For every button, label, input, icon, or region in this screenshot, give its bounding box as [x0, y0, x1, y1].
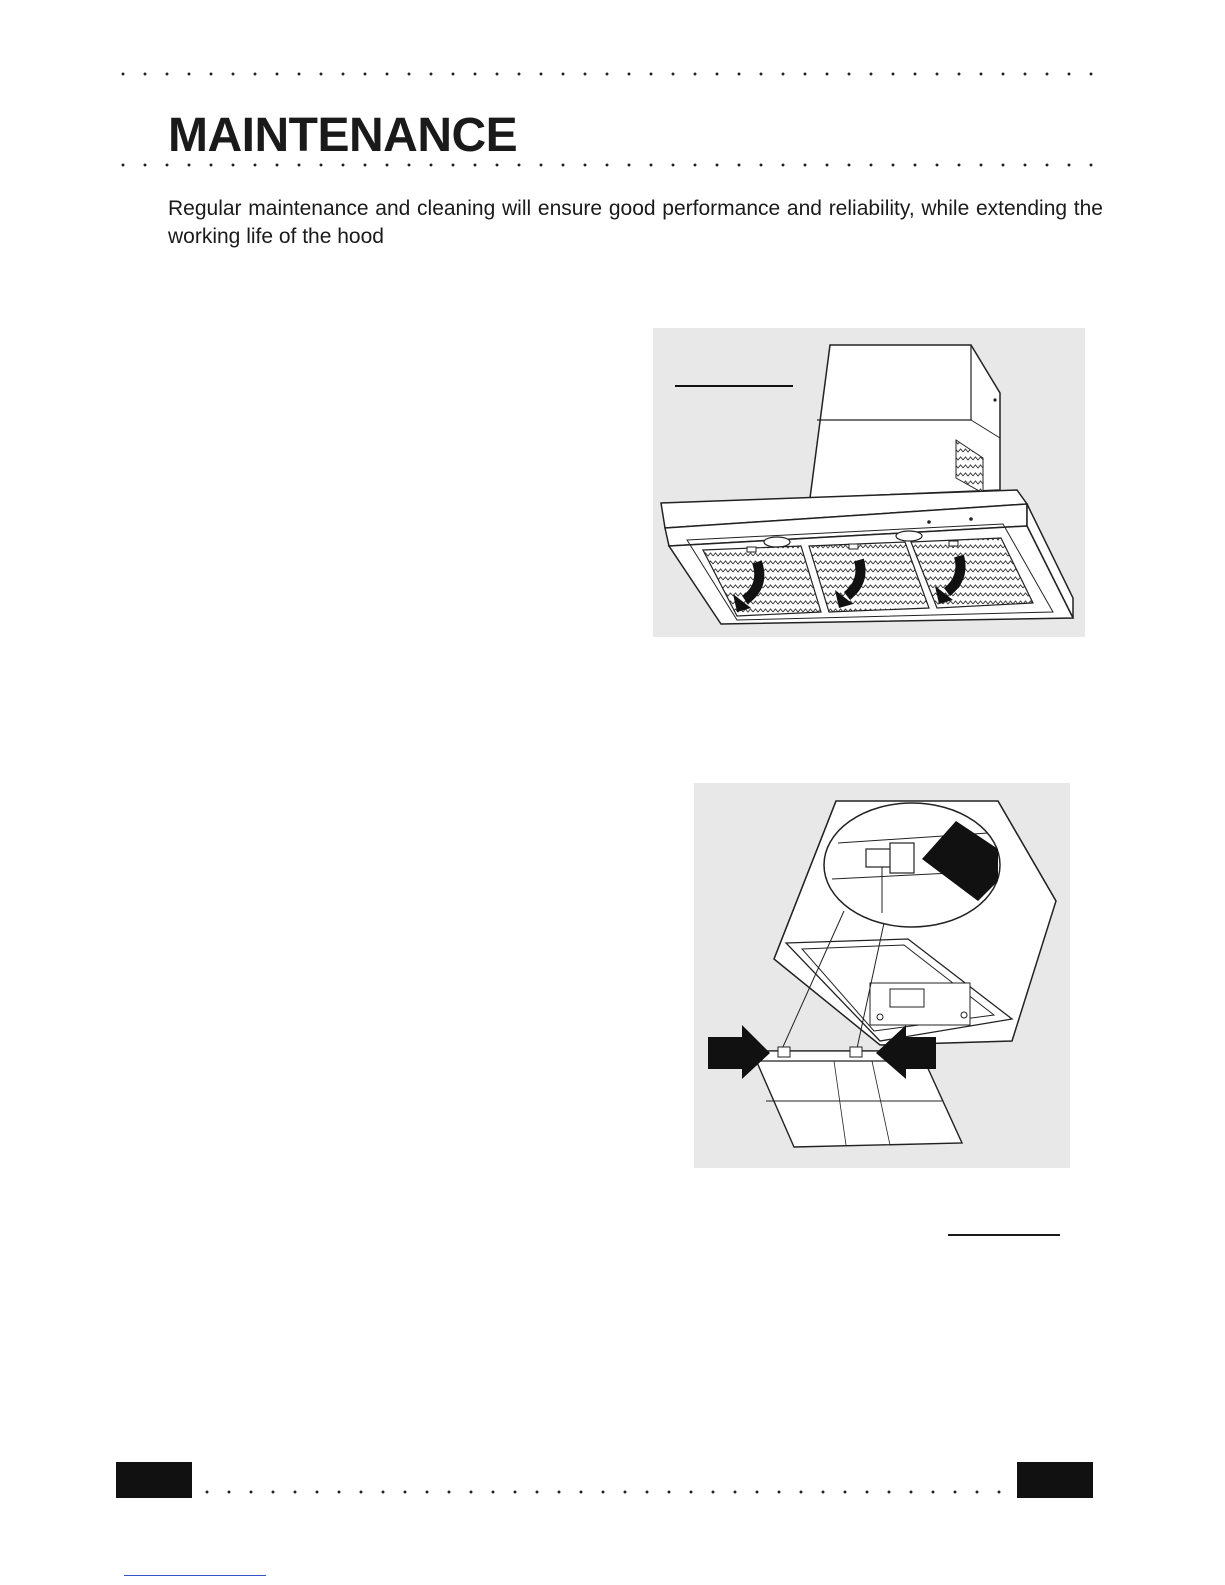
footer-dotted-rule: [196, 1490, 1014, 1494]
footer-left-block: [116, 1462, 192, 1498]
top-dotted-rule: [112, 72, 1102, 76]
hood-filters-figure: [653, 328, 1085, 637]
hood-filters-illustration: [653, 328, 1085, 637]
hyperlink-underline[interactable]: [124, 1575, 266, 1576]
footer-right-block: [1017, 1462, 1093, 1498]
filter-removal-illustration: [694, 783, 1070, 1168]
page-title: MAINTENANCE: [168, 109, 518, 162]
reference-underline: [948, 1234, 1060, 1236]
filter-removal-figure: [694, 783, 1070, 1168]
title-dotted-rule: [112, 163, 1102, 167]
intro-paragraph: Regular maintenance and cleaning will ensure good performance and reliability, while extending the working life of the hood: [168, 197, 1103, 248]
